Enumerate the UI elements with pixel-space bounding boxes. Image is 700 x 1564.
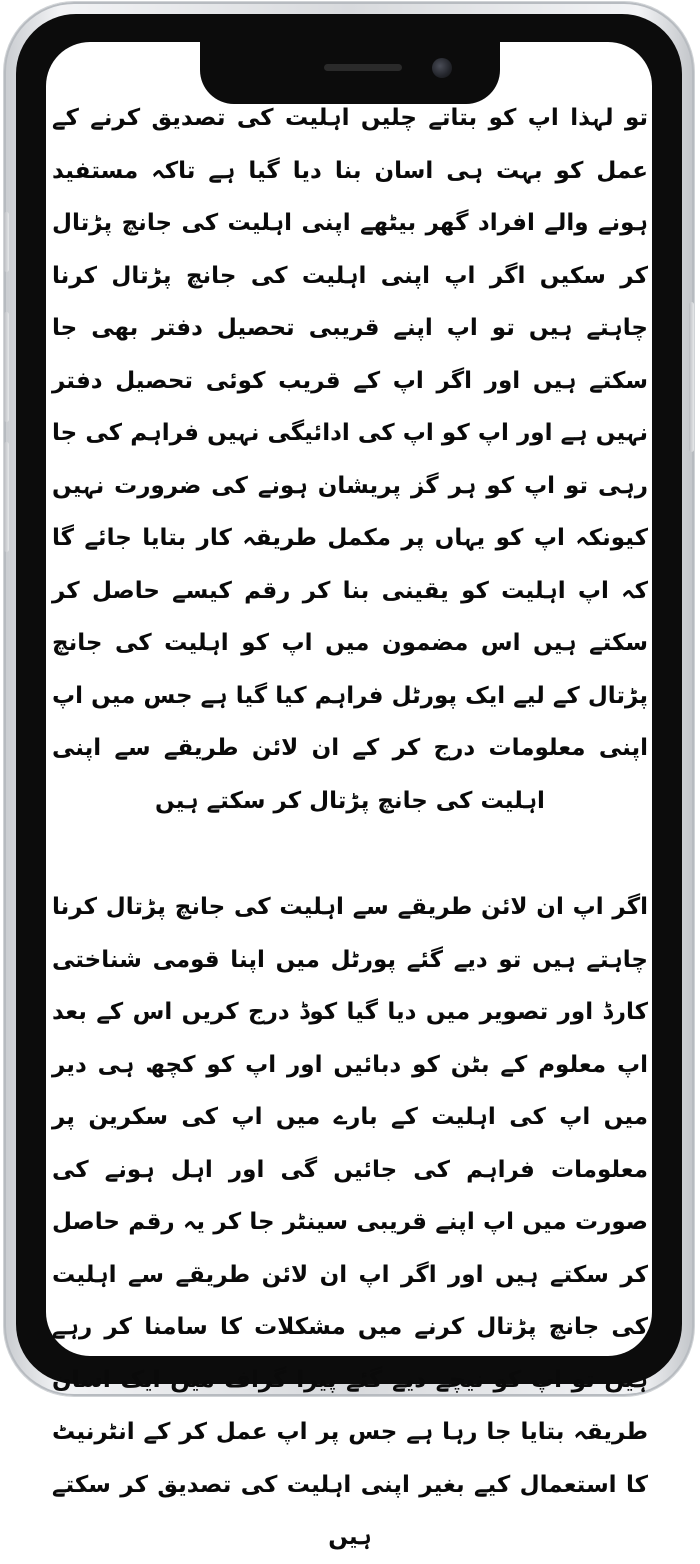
power-button — [689, 302, 694, 452]
paragraph-online-check: اگر اپ ان لائن طریقے سے اہلیت کی جانچ پڑتال کرنا چاہتے ہیں تو دیے گئے پورٹل میں اپنا قومی شناختی کارڈ اور تصویر میں دیا گیا کوڈ درج کریں اس کے بعد اپ معلوم کے بٹن کو دبائیں اور اپ کو کچھ ہی دیر میں اپ کی اہلیت کے بارے میں اپ کی سکرین پر معلومات فراہم کی جائیں گی اور اہل ہونے کی صورت میں اپ اپنے قریبی سینٹر جا کر یہ رقم حاصل کر سکتے ہیں اور اگر اپ ان لائن طریقے سے اہلیت کی جانچ پڑتال کرنے میں مشکلات کا سامنا کر رہے ہیں تو اپ کو نیچے دیے گئے پیرا گراف میں ایک اسان طریقہ بتایا جا رہا ہے جس پر اپ عمل کر کے انٹرنیٹ کا استعمال کیے بغیر اپنی اہلیت کی تصدیق کر سکتے ہیں — [52, 894, 648, 1550]
volume-up-button — [4, 312, 9, 422]
volume-down-button — [4, 442, 9, 552]
paragraph-eligibility-intro: تو لہذا اپ کو بتاتے چلیں اہلیت کی تصدیق کرنے کے عمل کو بہت ہی اسان بنا دیا گیا ہے تاکہ مستفید ہونے والے افراد گھر بیٹھے اپنی اہلیت کی جانچ پڑتال کر سکیں اگر اپ اپنی اہلیت کی جانچ پڑتال کرنا چاہتے ہیں تو اپ اپنے قریبی تحصیل دفتر بھی جا سکتے ہیں اور اگر اپ کے قریب کوئی تحصیل دفتر نہیں ہے اور اپ کو اپ کی ادائیگی نہیں فراہم کی جا رہی تو اپ کو ہر گز پریشان ہونے کی ضرورت نہیں کیونکہ اپ کو یہاں پر مکمل طریقہ کار بتایا جائے گا کہ اپ اہلیت کو یقینی بنا کر رقم کیسے حاصل کر سکتے ہیں اس مضمون میں اپ کو اہلیت کی جانچ پڑتال کے لیے ایک پورٹل فراہم کیا گیا ہے جس میں اپ اپنی معلومات درج کر کے ان لائن طریقے سے اپنی اہلیت کی جانچ پڑتال کر سکتے ہیں — [52, 105, 648, 814]
earpiece-speaker-icon — [324, 64, 402, 71]
front-camera-icon — [432, 58, 452, 78]
mute-switch — [4, 212, 9, 272]
article-body — [52, 92, 648, 1564]
